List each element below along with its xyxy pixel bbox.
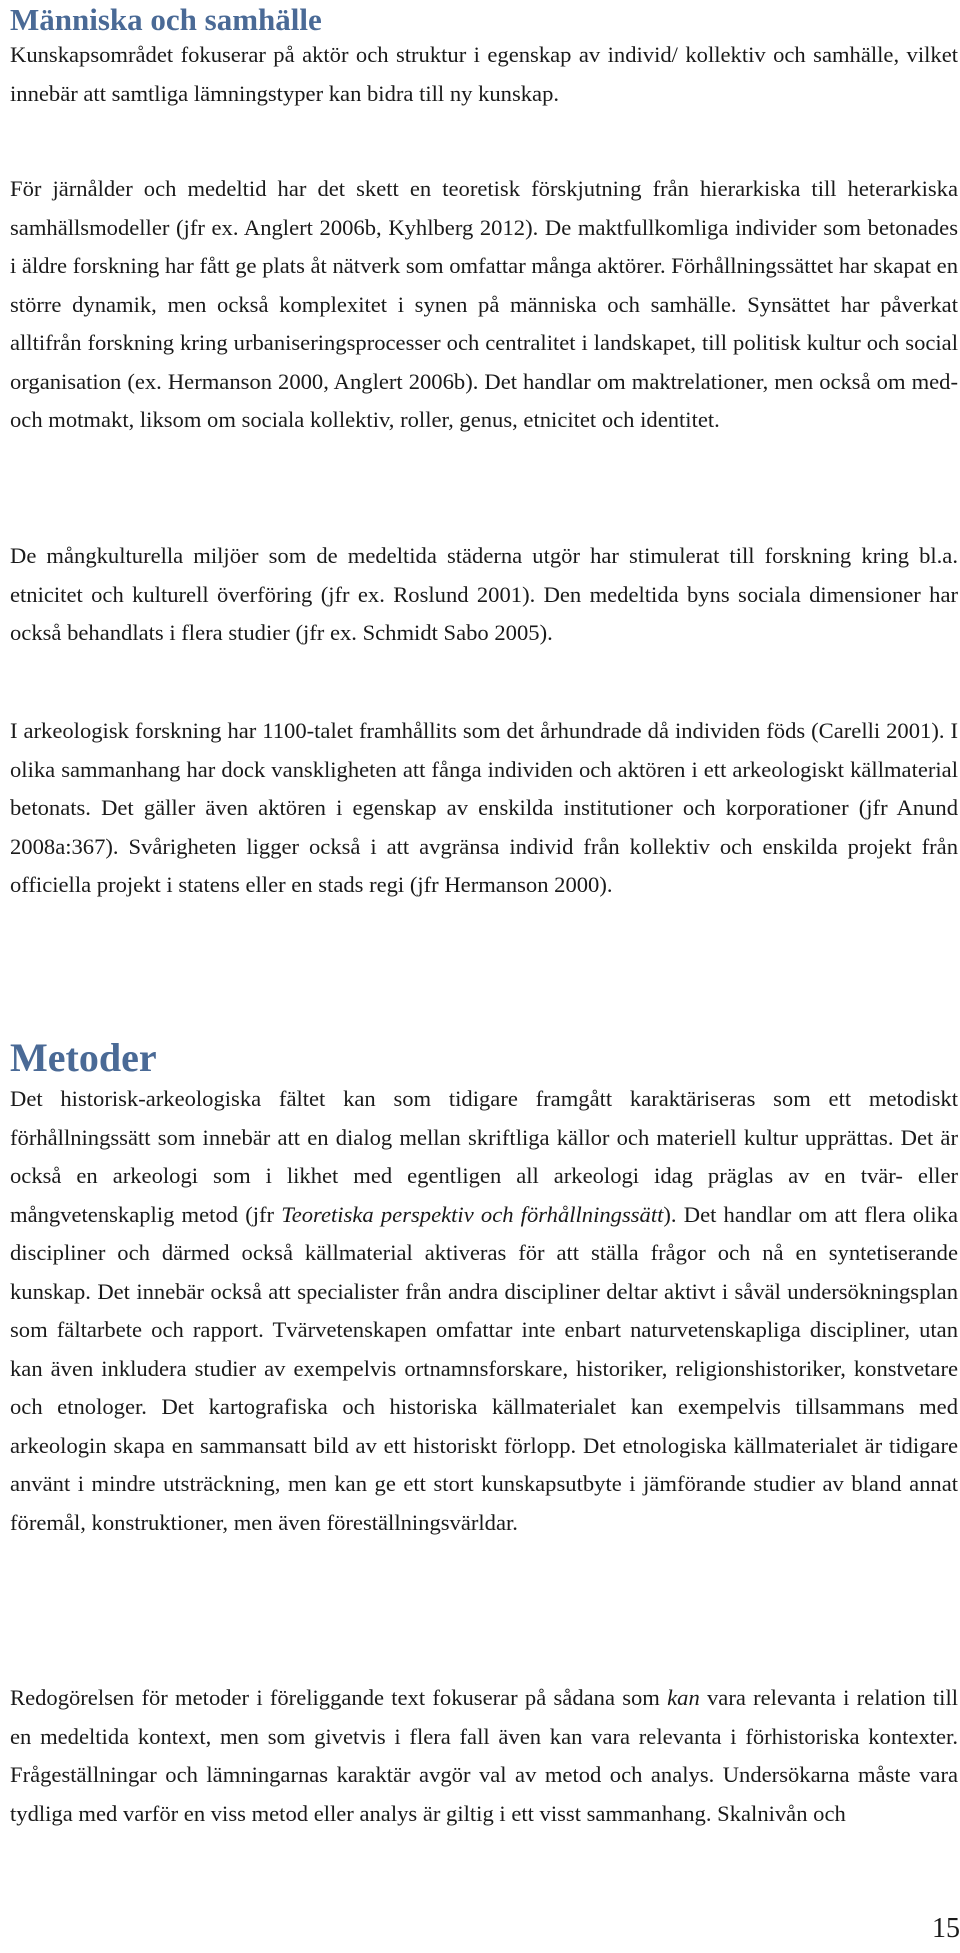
page-number: 15: [932, 1913, 960, 1944]
section-heading-metoder: Metoder: [10, 1035, 157, 1080]
paragraph: De mångkulturella miljöer som de medeltida städerna utgör har stimulerat till forskning kring bl.a. etnicitet och kulturell överföring (jfr ex. Roslund 2001). Den medeltida byns sociala dimensioner har också behandlats i flera studier (jfr ex. Schmidt Sabo 2005).: [10, 543, 958, 645]
paragraph-text: Redogörelsen för metoder i föreliggande text fokuserar på sådana som: [10, 1685, 668, 1710]
paragraph: [10, 1080, 958, 1542]
paragraph: I arkeologisk forskning har 1100-talet framhållits som det århundrade då individen föds (Carelli 2001). I olika sammanhang har dock vanskligheten att fånga individen och aktören i ett arkeologiskt källmaterial betonats. Det gäller även aktören i egenskap av enskilda institutioner och korporationer (jfr Anund 2008a:367). Svårigheten ligger också i att avgränsa individ från kollektiv och enskilda projekt från officiella projekt i statens eller en stads regi (jfr Hermanson 2000).: [10, 718, 958, 897]
paragraph-text: vara relevanta i relation till en medeltida kontext, men som givetvis i flera fall även kan vara relevanta i förhistoriska kontexter. Frågeställningar och lämningarnas karaktär avgör val av metod och analys. Undersökarna måste vara tydliga med varför en viss metod eller analys är giltig i ett visst sammanhang. Skalnivån och: [10, 1685, 959, 1826]
paragraph-text: Det historisk-arkeologiska fältet kan som tidigare framgått karaktäriseras som ett metodiskt förhållningssätt som innebär att en dialog mellan skriftliga källor och materiell kultur upprättas. Det är också en arkeologi som i likhet med egentligen all arkeologi idag präglas av en tvär- eller mångvetenskaplig metod (jfr: [10, 1086, 958, 1227]
paragraph: För järnålder och medeltid har det skett en teoretisk förskjutning från hierarkiska till heterarkiska samhällsmodeller (jfr ex. Anglert 2006b, Kyhlberg 2012). De maktfullkomliga individer som betonades i äldre forskning har fått ge plats åt nätverk som omfattar många aktörer. Förhållningssättet har skapat en större dynamik, men också komplexitet i synen på människa och samhälle. Synsättet har påverkat alltifrån forskning kring urbaniseringsprocesser och centralitet i landskapet, till politisk kultur och social organisation (ex. Hermanson 2000, Anglert 2006b). Det handlar om maktrelationer, men också om med- och motmakt, liksom om sociala kollektiv, roller, genus, etnicitet och identitet.: [10, 176, 959, 432]
italic-reference: Teoretiska perspektiv och förhållningssätt: [281, 1201, 664, 1227]
paragraph: [10, 1679, 958, 1833]
italic-emphasis: kan: [667, 1685, 700, 1710]
section-heading-manniska-och-samhalle: Människa och samhälle: [10, 2, 322, 37]
paragraph-text: ). Det handlar om att flera olika discipliner och därmed också källmaterial aktiveras för att ställa frågor och nå en syntetiserande kunskap. Det innebär också att specialister från andra discipliner deltar aktivt i såväl undersökningsplan som fältarbete och rapport. Tvärvetenskapen omfattar inte enbart naturvetenskapliga discipliner, utan kan även inkludera studier av exempelvis ortnamnsforskare, historiker, religionshistoriker, konstvetare och etnologer. Det kartografiska och historiska källmaterialet kan exempelvis tillsammans med arkeologin skapa en sammansatt bild av ett historiskt förlopp. Det etnologiska källmaterialet är tidigare använt i mindre utsträckning, men kan ge ett stort kunskapsutbyte i jämförande studier av bland annat föremål, konstruktioner, men även föreställningsvärldar.: [10, 1201, 958, 1535]
paragraph: Kunskapsområdet fokuserar på aktör och struktur i egenskap av individ/ kollektiv och samhälle, vilket innebär att samtliga lämningstyper kan bidra till ny kunskap.: [10, 42, 958, 106]
